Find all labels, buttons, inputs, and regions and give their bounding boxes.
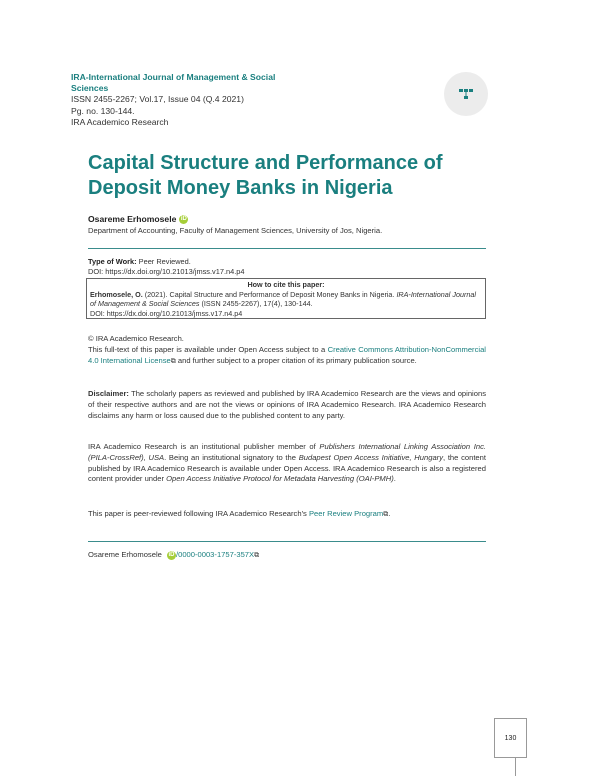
peer-review-link[interactable]: Peer Review Program [308,509,384,518]
citation-doi: DOI: https://dx.doi.org/10.21013/jmss.v17.n4.p4 [90,308,243,318]
network-icon [458,87,474,101]
work-info [88,257,245,277]
journal-title: IRA-International Journal of Management & Social Sciences [71,72,276,94]
citation-header: How to cite this paper: [247,280,325,289]
author-name: Osareme Erhomosele [88,214,177,224]
affiliation: Department of Accounting, Faculty of Management Sciences, University of Jos, Nigeria. [88,226,383,235]
license-link[interactable]: Creative Commons Attribution-NonCommercial 4.0 International License [88,344,486,365]
license-block [88,334,486,367]
disclaimer-text: The scholarly papers as reviewed and published by IRA Academico Research are the views and opinions of their respective authors and are not the views or opinions of IRA Academico Research. IRA Academico Research disclaims any harm or loss caused due to the published content to any party. [88,389,486,420]
divider [88,248,486,249]
institutional-block: IRA Academico Research is an institutional publisher member of Publishers International Linking Association Inc. (PILA-CrossRef), USA. Being an institutional signatory to the Budapest Open Access Initiative, Hungary, the content published by IRA Academico Research is available under Open Access. IRA Academico Research is also a registered content provider under Open Access Initiative Protocol for Metadata Harvesting (OAI-PMH). [88,442,486,484]
work-type-value: Peer Reviewed. [138,257,191,266]
author-line [88,214,188,224]
journal-issn: ISSN 2455-2267; Vol.17, Issue 04 (Q.4 2021) [71,94,244,105]
journal-publisher: IRA Academico Research [71,116,169,127]
work-type-label: Type of Work: [88,257,137,266]
disclaimer-label: Disclaimer: [88,389,129,398]
external-link-icon: ⧉ [254,552,260,559]
orcid-icon[interactable]: iD [180,216,187,223]
publisher-logo [444,72,488,116]
orcid-icon[interactable]: iD [168,551,175,558]
citation-text: Erhomosele, O. (2021). Capital Structure and Performance of Deposit Money Banks in Nigeria. IRA-International Journal of Management & Social Sciences (ISSN 2455-2267), 17(4), 130-144. [90,289,476,308]
page-number: 130 [494,718,527,758]
external-link-icon: ⧉ [383,511,389,518]
footer-author [88,550,486,562]
external-link-icon: ⧉ [170,357,176,365]
orcid-link[interactable]: /0000-0003-1757-357X [175,550,255,559]
divider [88,541,486,542]
citation-box [86,278,486,319]
license-text: This full-text of this paper is available under Open Access subject to a Creative Commons Attribution-NonCommercial 4.0 International License⧉ and further subject to a proper citation of its primary publication source. [88,344,486,365]
paper-title: Capital Structure and Performance of Deposit Money Banks in Nigeria [88,152,443,199]
disclaimer-block [88,389,486,421]
journal-pages: Pg. no. 130-144. [71,105,135,116]
page-number-line [515,758,516,776]
peer-review-block: This paper is peer-reviewed following IRA Academico Research's Peer Review Program⧉. [88,509,391,518]
footer-author-name: Osareme Erhomosele [88,550,162,559]
copyright: © IRA Academico Research. [88,334,184,343]
journal-header [71,72,291,128]
work-doi: DOI: https://dx.doi.org/10.21013/jmss.v17.n4.p4 [88,267,245,276]
